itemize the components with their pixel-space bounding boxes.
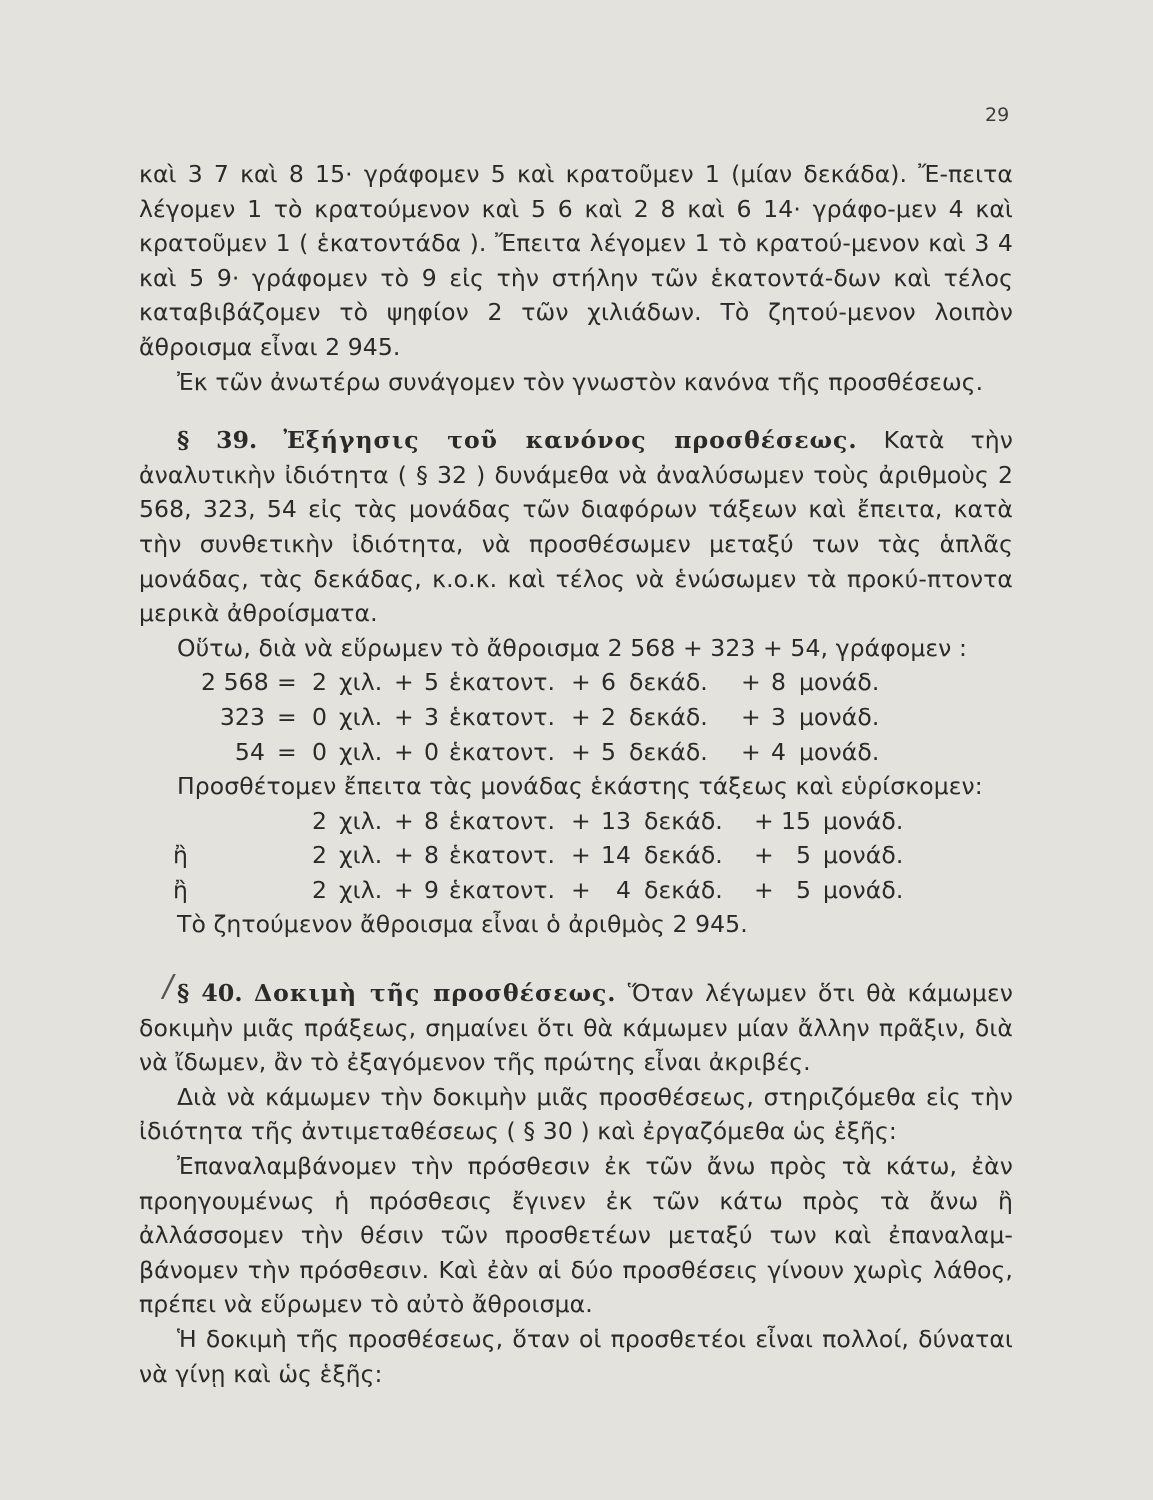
sum-row	[139, 873, 1013, 908]
thousands-unit: χιλ.	[339, 841, 383, 870]
units-unit: μονάδ.	[799, 668, 880, 697]
section-40-title: Δοκιμὴ τῆς προσθέσεως.	[253, 979, 617, 1008]
sums-table	[139, 804, 1013, 908]
hundreds-digit: 3	[424, 702, 440, 731]
thousands-digit: 2	[312, 806, 328, 835]
or-word: ἢ	[173, 875, 188, 904]
units-unit: μονάδ.	[799, 702, 880, 731]
tens-unit: δεκάδ.	[629, 702, 708, 731]
tens-digit: 2	[601, 702, 617, 731]
equals-sign: =	[277, 702, 297, 731]
hundreds-unit: ἑκατοντ.	[449, 737, 556, 766]
paragraph: Διὰ νὰ κάμωμεν τὴν δοκιμὴν μιᾶς προσθέσεως, στηριζόμεθα εἰς τὴν ἰδιότητα τῆς ἀντιμεταθέσεως ( § 30 ) καὶ ἐργαζόμεθα ὡς ἑξῆς:	[139, 1082, 1013, 1146]
units-unit: μονάδ.	[823, 841, 904, 870]
tens-unit: δεκάδ.	[644, 875, 723, 904]
example-intro: Οὕτω, διὰ νὰ εὕρωμεν τὸ ἄθροισμα 2 568 + 323 + 54, γράφομεν :	[177, 633, 967, 662]
thousands-digit: 0	[312, 702, 328, 731]
units-unit: μονάδ.	[823, 806, 904, 835]
section-40-body: Ὅταν λέγωμεν ὅτι θὰ κάμωμεν δοκιμὴν μιᾶς πράξεως, σημαίνει ὅτι θὰ κάμωμεν μίαν ἄλλην πρᾶξιν, διὰ νὰ ἴδωμεν, ἂν τὸ ἐξαγόμενον τῆς πρώτης εἶναι ἀκριβές.	[139, 979, 1013, 1077]
plus-sign: +	[394, 668, 414, 697]
plus-sign: +	[571, 806, 591, 835]
plus-sign: +	[571, 737, 591, 766]
hundreds-digit: 8	[424, 806, 440, 835]
tens-digit: 14	[601, 841, 632, 870]
plus-sign: +	[394, 806, 414, 835]
sum-intro: Προσθέτομεν ἔπειτα τὰς μονάδας ἑκάστης τάξεως καὶ εὑρίσκομεν:	[177, 772, 983, 801]
tens-digit: 6	[601, 668, 617, 697]
intro-paragraph: καὶ 3 7 καὶ 8 15· γράφομεν 5 καὶ κρατοῦμεν 1 (μίαν δεκάδα). Ἔ-πειτα λέγομεν 1 τὸ κρατούμενον καὶ 5 6 καὶ 2 8 καὶ 6 14· γράφο-μεν 4 καὶ κρατοῦμεν 1 ( ἑκατοντάδα ). Ἔπειτα λέγομεν 1 τὸ κρατού-μενον καὶ 3 4 καὶ 5 9· γράφομεν τὸ 9 εἰς τὴν στήλην τῶν ἑκατοντά-δων καὶ τέλος καταβιβάζομεν τὸ ψηφίον 2 τῶν χιλιάδων. Τὸ ζητού-μενον λοιπὸν ἄθροισμα εἶναι 2 945.	[139, 160, 1013, 361]
conclusion: Τὸ ζητούμενον ἄθροισμα εἶναι ὁ ἀριθμὸς 2 945.	[177, 910, 748, 939]
hundreds-digit: 5	[424, 668, 440, 697]
thousands-digit: 2	[312, 668, 328, 697]
hundreds-digit: 8	[424, 841, 440, 870]
plus-sign: +	[571, 875, 591, 904]
tens-unit: δεκάδ.	[644, 806, 723, 835]
paragraph: Ἡ δοκιμὴ τῆς προσθέσεως, ὅταν οἱ προσθετέοι εἶναι πολλοί, δύναται νὰ γίνῃ καὶ ὡς ἑξῆς:	[139, 1325, 1013, 1388]
text-body	[139, 157, 1013, 1391]
hundreds-unit: ἑκατοντ.	[449, 875, 556, 904]
hundreds-digit: 9	[424, 875, 440, 904]
section-40-paragraph	[139, 969, 1013, 1080]
plus-sign: +	[754, 875, 774, 904]
decomposition-row	[139, 665, 1013, 700]
or-word: ἢ	[173, 841, 188, 870]
equals-sign: =	[277, 737, 297, 766]
section-39-title: Ἐξήγησις τοῦ κανόνος προσθέσεως.	[283, 426, 858, 455]
section-39-body: Κατὰ τὴν ἀναλυτικὴν ἰδιότητα ( § 32 ) δυνάμεθα νὰ ἀναλύσωμεν τοὺς ἀριθμοὺς 2 568, 323, 54 εἰς τὰς μονάδας τῶν διαφόρων τάξεων καὶ ἔπειτα, κατὰ τὴν συνθετικὴν ἰδιότητα, νὰ προσθέσωμεν μεταξύ των τὰς ἁπλᾶς μονάδας, τὰς δεκάδας, κ.ο.κ. καὶ τέλος νὰ ἑνώσωμεν τὰ προκύ-πτοντα μερικὰ ἀθροίσματα.	[139, 426, 1014, 628]
tens-digit: 13	[601, 806, 632, 835]
thousands-digit: 2	[312, 875, 328, 904]
units-digit: 4	[771, 737, 787, 766]
thousands-digit: 0	[312, 737, 328, 766]
page-number: 29	[985, 104, 1010, 126]
tens-unit: δεκάδ.	[629, 668, 708, 697]
hundreds-unit: ἑκατοντ.	[449, 841, 556, 870]
pencil-mark: /	[163, 969, 174, 1005]
thousands-unit: χιλ.	[339, 702, 383, 731]
plus-sign: +	[571, 702, 591, 731]
plus-sign: +	[394, 702, 414, 731]
thousands-unit: χιλ.	[339, 806, 383, 835]
plus-sign: +	[394, 841, 414, 870]
paragraph: Ἐπαναλαμβάνομεν τὴν πρόσθεσιν ἐκ τῶν ἄνω πρὸς τὰ κάτω, ἐὰν προηγουμένως ἡ πρόσθεσις ἔγινεν ἐκ τῶν κάτω πρὸς τὰ ἄνω ἢ ἀλλάσσομεν τὴν θέσιν τῶν προσθετέων μεταξύ των καὶ ἐπαναλαμ-βάνομεν τὴν πρόσθεσιν. Καὶ ἐὰν αἱ δύο προσθέσεις γίνουν χωρὶς λάθος, πρέπει νὰ εὕρωμεν τὸ αὐτὸ ἄθροισμα.	[139, 1152, 1013, 1319]
units-digit: 5	[795, 841, 811, 870]
plus-sign: +	[754, 841, 774, 870]
tens-digit: 5	[601, 737, 617, 766]
hundreds-unit: ἑκατοντ.	[449, 806, 556, 835]
hundreds-digit: 0	[424, 737, 440, 766]
thousands-digit: 2	[312, 841, 328, 870]
tens-digit: 4	[615, 875, 631, 904]
section-39-number: § 39.	[177, 426, 258, 455]
rule-sentence: Ἐκ τῶν ἀνωτέρω συνάγομεν τὸν γνωστὸν κανόνα τῆς προσθέσεως.	[177, 367, 984, 396]
equals-sign: =	[277, 668, 297, 697]
plus-sign: +	[394, 875, 414, 904]
units-unit: μονάδ.	[799, 737, 880, 766]
plus-sign: +	[741, 737, 761, 766]
plus-sign: +	[741, 668, 761, 697]
addend-number: 2 568	[201, 668, 269, 697]
thousands-unit: χιλ.	[339, 668, 383, 697]
decomposition-row	[139, 700, 1013, 735]
plus-sign: +	[394, 737, 414, 766]
plus-sign: +	[754, 806, 774, 835]
hundreds-unit: ἑκατοντ.	[449, 668, 556, 697]
units-digit: 15	[781, 806, 812, 835]
plus-sign: +	[571, 668, 591, 697]
units-digit: 8	[771, 668, 787, 697]
decomposition-table	[139, 665, 1013, 769]
section-39-paragraph	[139, 423, 1013, 631]
units-digit: 3	[771, 702, 787, 731]
tens-unit: δεκάδ.	[644, 841, 723, 870]
section-40-number: § 40.	[177, 979, 243, 1008]
plus-sign: +	[741, 702, 761, 731]
hundreds-unit: ἑκατοντ.	[449, 702, 556, 731]
thousands-unit: χιλ.	[339, 737, 383, 766]
units-digit: 5	[795, 875, 811, 904]
plus-sign: +	[571, 841, 591, 870]
decomposition-row	[139, 735, 1013, 770]
units-unit: μονάδ.	[823, 875, 904, 904]
tens-unit: δεκάδ.	[629, 737, 708, 766]
thousands-unit: χιλ.	[339, 875, 383, 904]
sum-row	[139, 838, 1013, 873]
sum-row	[139, 804, 1013, 839]
addend-number: 54	[234, 737, 265, 766]
addend-number: 323	[219, 702, 265, 731]
